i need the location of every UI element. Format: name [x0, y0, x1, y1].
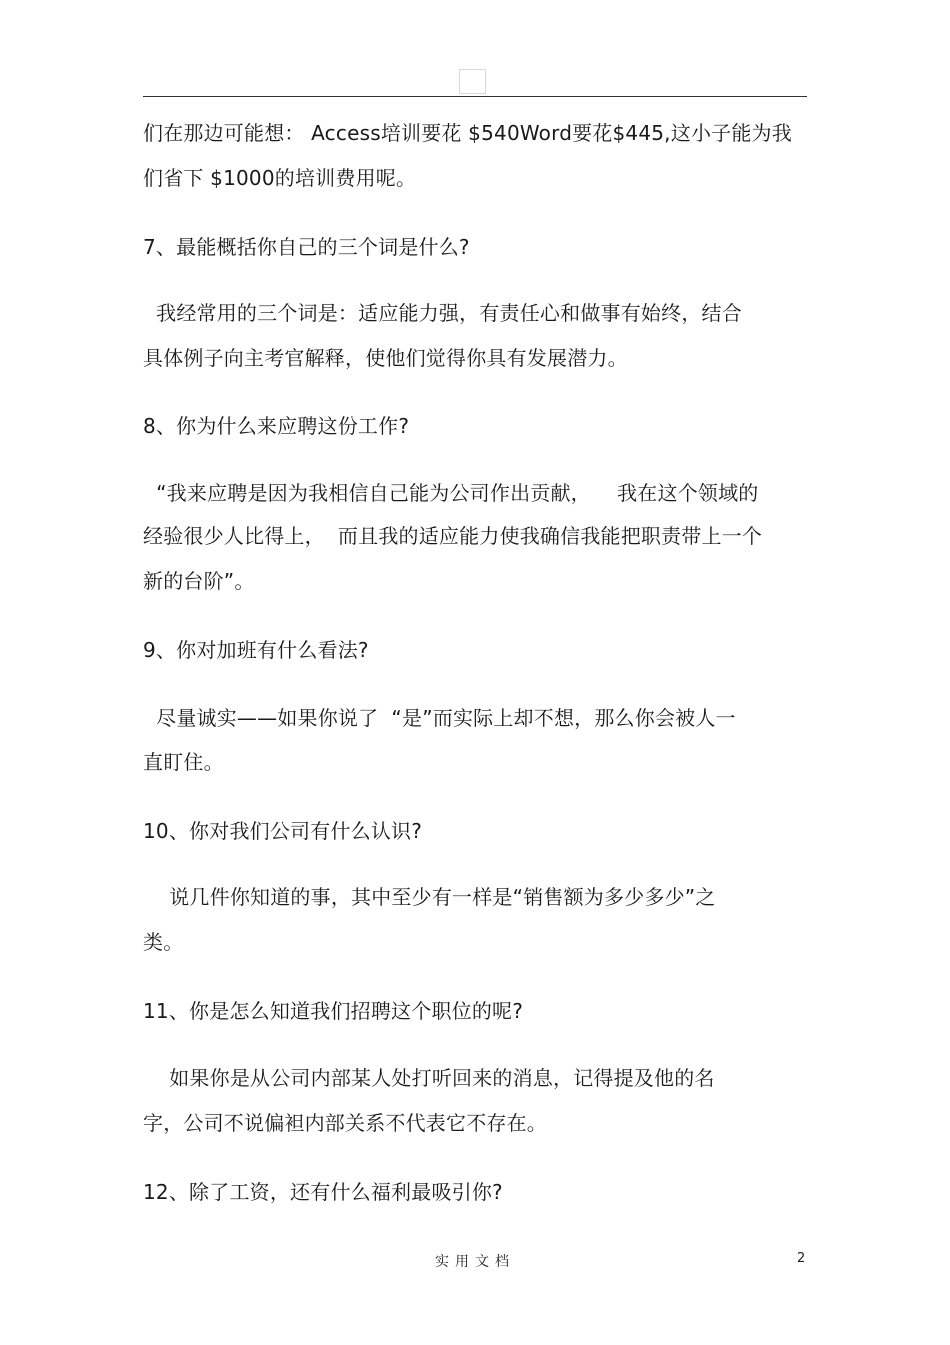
- question-9: 9、你对加班有什么看法?: [143, 638, 369, 662]
- answer-line: 我经常用的三个词是：适应能力强，有责任心和做事有始终，结合: [143, 301, 742, 325]
- footer-title: 实用文档: [435, 1254, 515, 1270]
- answer-line: 说几件你知道的事，其中至少有一样是“销售额为多少多少”之: [143, 885, 716, 909]
- answer-line: 字，公司不说偏袒内部关系不代表它不存在。: [143, 1111, 547, 1135]
- answer-line: 新的台阶”。: [143, 569, 255, 593]
- header-logo-box: [459, 69, 486, 94]
- question-10: 10、你对我们公司有什么认识?: [143, 819, 423, 843]
- answer-line: 尽量诚实——如果你说了 “是”而实际上却不想，那么你会被人一: [143, 706, 736, 730]
- answer-line: 如果你是从公司内部某人处打听回来的消息，记得提及他的名: [143, 1066, 715, 1090]
- answer-line: 具体例子向主考官解释，使他们觉得你具有发展潜力。: [143, 346, 628, 370]
- answer-line: 经验很少人比得上， 而且我的适应能力使我确信我能把职责带上一个: [143, 524, 763, 548]
- question-7: 7、最能概括你自己的三个词是什么?: [143, 235, 470, 259]
- question-8: 8、你为什么来应聘这份工作?: [143, 414, 410, 438]
- body-line: 们在那边可能想： Access培训要花 $540Word要花$445,这小子能为我: [143, 121, 792, 145]
- answer-line: 类。: [143, 930, 184, 954]
- answer-line: 直盯住。: [143, 750, 224, 774]
- question-11: 11、你是怎么知道我们招聘这个职位的呢?: [143, 999, 524, 1023]
- answer-line: “我来应聘是因为我相信自己能为公司作出贡献， 我在这个领域的: [143, 481, 759, 505]
- body-line: 们省下 $1000的培训费用呢。: [143, 166, 417, 190]
- header-rule: [143, 96, 807, 97]
- page-number: 2: [797, 1251, 806, 1266]
- question-12: 12、除了工资，还有什么福利最吸引你?: [143, 1180, 503, 1204]
